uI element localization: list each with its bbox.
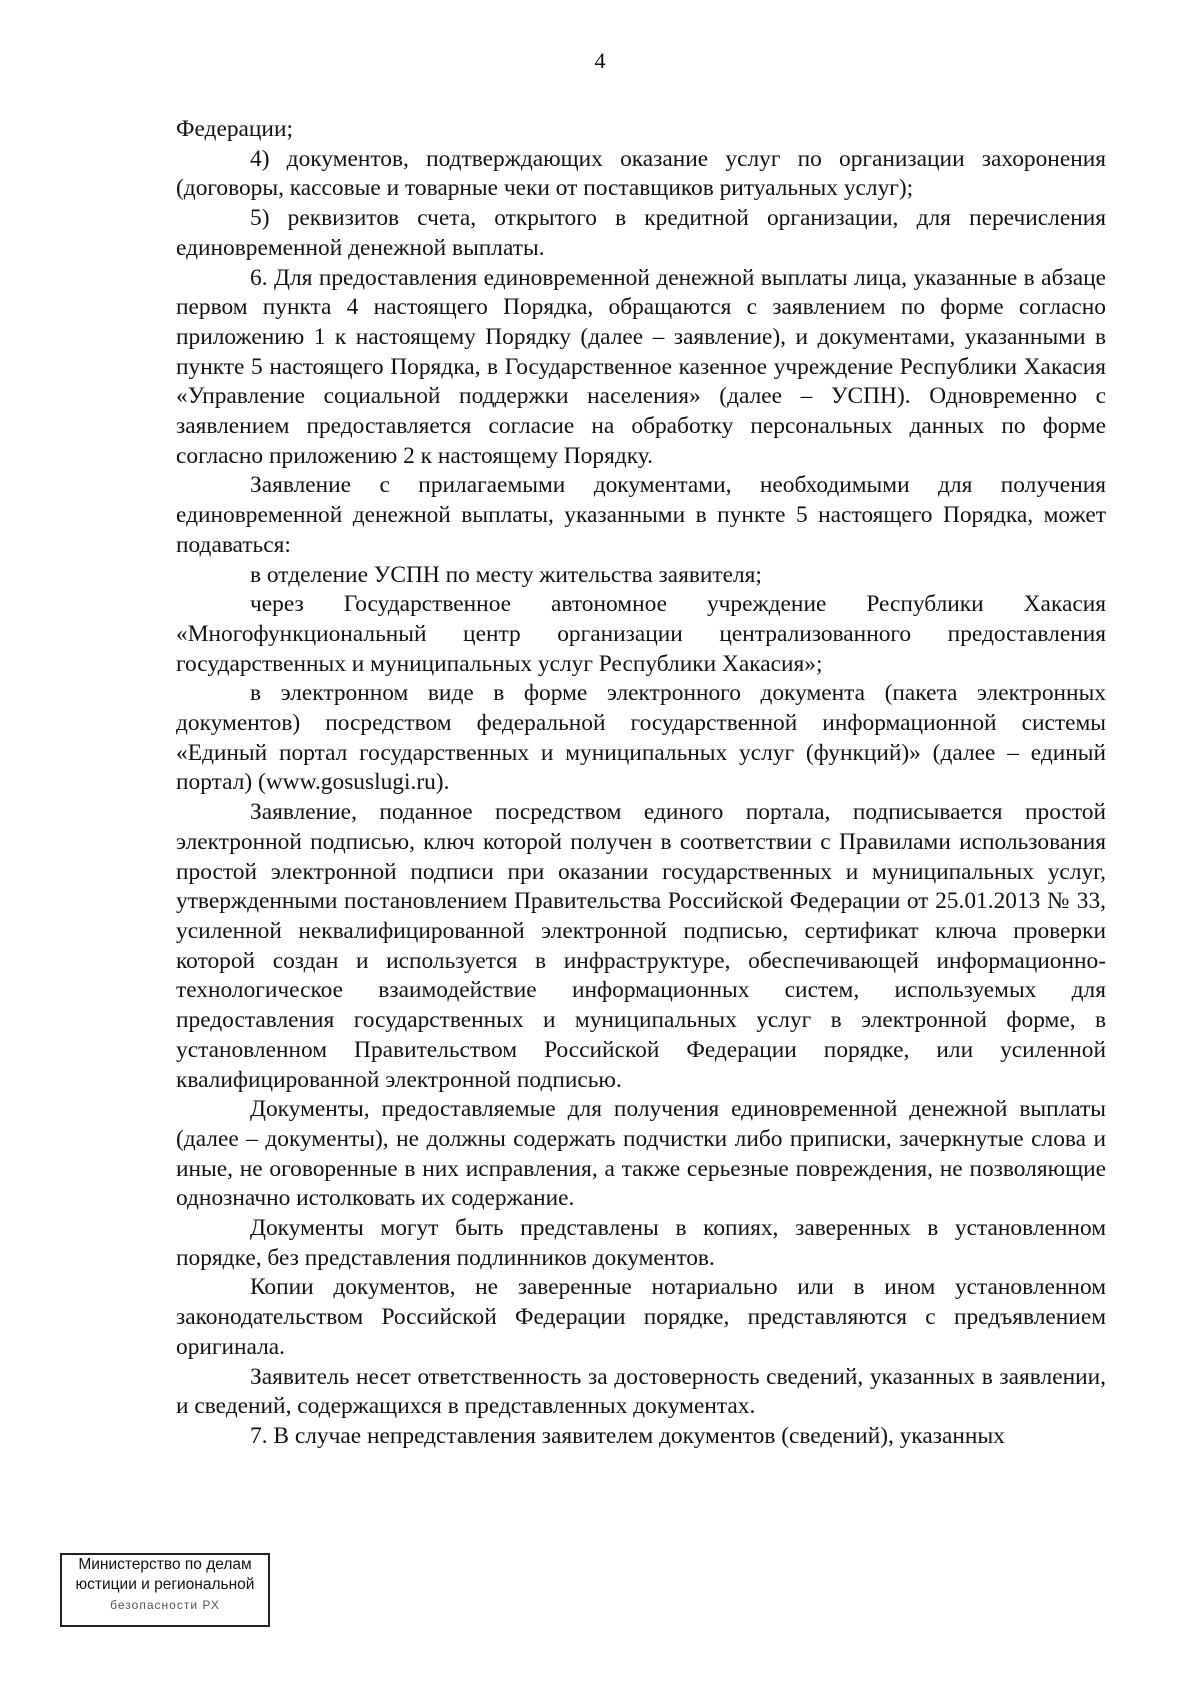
ministry-stamp [60,1553,270,1627]
stamp-line-2: юстиции и региональной [75,1576,255,1593]
paragraph-submission-uspn: в отделение УСПН по месту жительства заявителя; [250,561,762,588]
paragraph-point-7: 7. В случае непредставления заявителем документов (сведений), указанных [250,1422,1005,1449]
paragraph-e-signature: Заявление, поданное посредством единого портала, подписывается простой электронной подписью, ключ которой получен в соответствии с Правилами использования простой электронной подписи при оказании государственных и муниципальных услуг, утвержденными постановлением Правительства Российской Федерации от 25.01.2013 № 33, усиленной неквалифицированной электронной подписью, сертификат ключа проверки которой создан и используется в инфраструктуре, обеспечивающей информационно-технологическое взаимодействие информационных систем, используемых для предоставления государственных и муниципальных услуг в электронной форме, в установленном Правительством Российской Федерации порядке, или усиленной квалифицированной электронной подписью. [176,799,1106,1093]
paragraph-point-6: 6. Для предоставления единовременной денежной выплаты лица, указанные в абзаце первом пункта 4 настоящего Порядка, обращаются с заявлением по форме согласно приложению 1 к настоящему Порядку (далее – заявление), и документами, указанными в пункте 5 настоящего Порядка, в Государственное казенное учреждение Республики Хакасия «Управление социальной поддержки населения» (далее – УСПН). Одновременно с заявлением предоставляется согласие на обработку персональных данных по форме согласно приложению 2 к настоящему Порядку. [176,264,1106,469]
page-number: 4 [594,48,606,73]
paragraph-documents-copies: Документы могут быть представлены в копиях, заверенных в установленном порядке, без представления подлинников документов. [176,1215,1106,1271]
paragraph-federation-end: Федерации; [176,116,293,142]
document-body [176,115,1106,1452]
paragraph-submission-mfc: через Государственное автономное учреждение Республики Хакасия «Многофункциональный центр организации централизованного предоставления государственных и муниципальных услуг Республики Хакасия»; [176,591,1106,677]
paragraph-copies-not-certified: Копии документов, не заверенные нотариально или в ином установленном законодательством Российской Федерации порядке, представляются с предъявлением оригинала. [176,1274,1106,1360]
paragraph-submission-portal: в электронном виде в форме электронного документа (пакета электронных документов) посредством федеральной государственной информационной системы «Единый портал государственных и муниципальных услуг (функций)» (далее – единый портал) (www.gosuslugi.ru). [176,680,1106,796]
paragraph-item-4: 4) документов, подтверждающих оказание услуг по организации захоронения (договоры, кассовые и товарные чеки от поставщиков ритуальных услуг); [176,145,1106,202]
paragraph-documents-requirements: Документы, предоставляемые для получения единовременной денежной выплаты (далее – документы), не должны содержать подчистки либо приписки, зачеркнутые слова и иные, не оговоренные в них исправления, а также серьезные повреждения, не позволяющие однозначно истолковать их содержание. [176,1096,1106,1212]
stamp-line-3: безопасности РХ [110,1598,220,1612]
paragraph-submission-intro: Заявление с прилагаемыми документами, необходимыми для получения единовременной денежной выплаты, указанными в пункте 5 настоящего Порядка, может подаваться: [176,472,1106,558]
paragraph-item-5: 5) реквизитов счета, открытого в кредитной организации, для перечисления единовременной денежной выплаты. [176,205,1106,261]
stamp-line-1: Министерство по делам [78,1556,252,1573]
paragraph-applicant-responsibility: Заявитель несет ответственность за достоверность сведений, указанных в заявлении, и сведений, содержащихся в представленных документах. [176,1363,1106,1420]
